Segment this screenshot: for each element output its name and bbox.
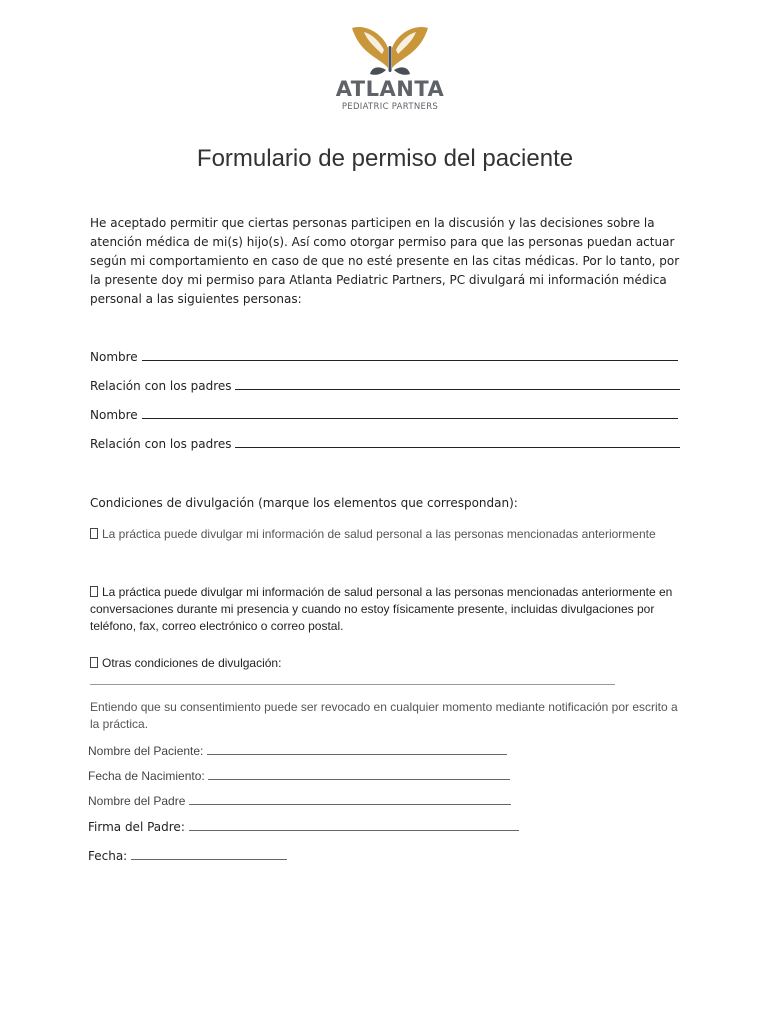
checkbox-icon[interactable] — [90, 586, 98, 597]
intro-paragraph: He aceptado permitir que ciertas personas participen en la discusión y las decisiones sobre la atención médica de mi(s) hijo(s). Así como otorgar permiso para que las personas puedan actuar según mi comportamiento en caso de que no esté presente en las citas médicas. Por lo tanto, por la presente doy mi permiso para Atlanta Pediatric Partners, PC divulgará mi información médica personal a las siguientes personas: — [90, 216, 680, 306]
consent-statement: Entiendo que su consentimiento puede ser revocado en cualquier momento mediante notificación por escrito a la práctica. — [90, 700, 678, 731]
checkbox-icon[interactable] — [90, 528, 98, 539]
logo-name: ATLANTA — [335, 77, 445, 101]
parent-signature-field[interactable] — [88, 819, 519, 834]
checkbox-icon[interactable] — [90, 657, 98, 668]
butterfly-icon — [330, 18, 450, 78]
patient-name-field[interactable] — [88, 743, 507, 758]
birth-date-field[interactable] — [88, 768, 510, 783]
condition-option-3[interactable] — [90, 655, 690, 672]
person-2-relation-field[interactable] — [90, 436, 680, 451]
atlanta-pediatric-logo — [330, 18, 450, 118]
parent-signature-label: Firma del Padre: — [88, 820, 185, 834]
date-label: Fecha: — [88, 849, 128, 863]
parent-name-label: Nombre del Padre — [88, 794, 186, 808]
page-title: Formulario de permiso del paciente — [196, 145, 574, 172]
logo-subname: PEDIATRIC PARTNERS — [341, 102, 439, 112]
person-1-name-label: Nombre — [90, 350, 138, 364]
person-1-relation-label: Relación con los padres — [90, 379, 232, 393]
condition-option-2-label: La práctica puede divulgar mi información de salud personal a las personas mencionadas anteriormente en conversaciones durante mi presencia y cuando no estoy físicamente presente, incluidas divulgaciones por teléfono, fax, correo electrónico o correo postal. — [90, 585, 673, 633]
patient-name-label: Nombre del Paciente: — [88, 744, 204, 758]
person-2-name-field[interactable] — [90, 407, 680, 422]
person-2-relation-label: Relación con los padres — [90, 437, 232, 451]
condition-option-3-label: Otras condiciones de divulgación: — [102, 656, 282, 670]
condition-option-1[interactable] — [90, 526, 690, 543]
conditions-heading: Condiciones de divulgación (marque los elementos que correspondan): — [90, 496, 518, 510]
person-1-name-field[interactable] — [90, 349, 680, 364]
person-1-relation-field[interactable] — [90, 378, 680, 393]
condition-option-2[interactable] — [90, 584, 690, 635]
person-2-name-label: Nombre — [90, 408, 138, 422]
other-conditions-line[interactable] — [90, 684, 615, 685]
parent-name-field[interactable] — [88, 793, 511, 808]
condition-option-1-label: La práctica puede divulgar mi información de salud personal a las personas mencionadas anteriormente — [102, 527, 656, 541]
birth-date-label: Fecha de Nacimiento: — [88, 769, 205, 783]
date-field[interactable] — [88, 848, 287, 863]
